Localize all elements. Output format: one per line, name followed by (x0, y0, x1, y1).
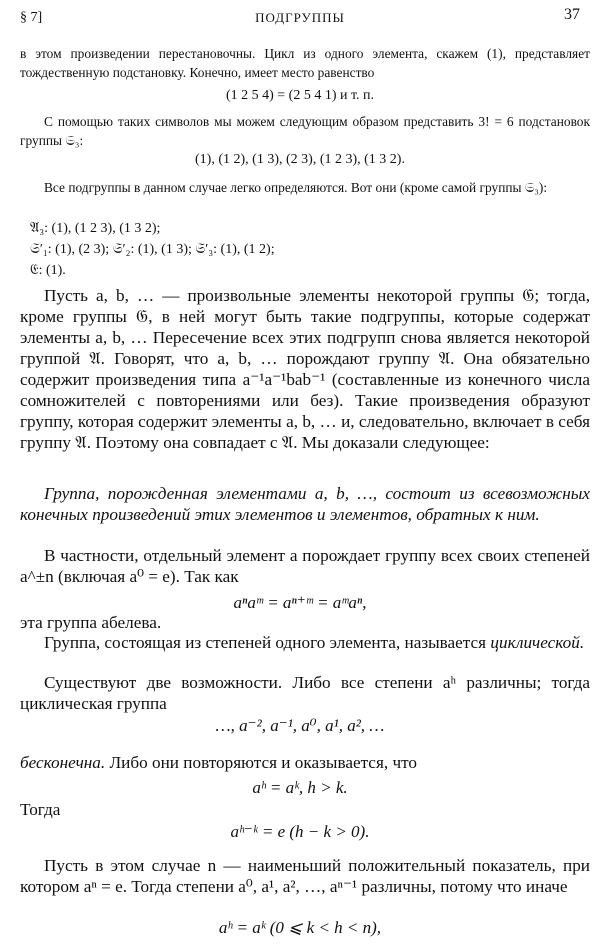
paragraph-s3-permutations: С помощью таких символов мы можем следующим образом представить 3! = 6 подстановок группы 𝔖₃: (20, 114, 590, 148)
cyclic-term: циклической. (490, 633, 585, 652)
equation-identity-power: aʰ⁻ᵏ = e (h − k > 0). (230, 822, 370, 841)
subgroup-s-prime: 𝔖′₁: (1), (2 3); 𝔖′₂: (1), (1 3); 𝔖′₃: (1), (1 2); (30, 242, 275, 257)
paragraph-minimal-exponent: Пусть в этом случае n — наименьший положительный показатель, при котором aⁿ = e. Тогда степени a⁰, a¹, a², …, aⁿ⁻¹ различны, потому что иначе (20, 856, 590, 896)
paragraph-two-possibilities: Существуют две возможности. Либо все степени aʰ различны; тогда циклическая группа (20, 673, 590, 713)
theorem-generated-group: Группа, порожденная элементами a, b, …, состоит из всевозможных конечных произведений этих элементов и элементов, обратных к ним. (20, 484, 590, 524)
paragraph-then: Тогда (20, 800, 61, 819)
running-title: ПОДГРУППЫ (255, 10, 345, 25)
subgroup-e: 𝔈: (1). (30, 263, 66, 278)
page-number: 37 (564, 6, 580, 23)
infinite-term: бесконечна. (20, 753, 106, 772)
paragraph-cyclic-definition (20, 632, 590, 653)
section-marker: § 7] (20, 10, 43, 25)
paragraph-subgroups-intro: Все подгруппы в данном случае легко определяются. Вот они (кроме самой группы 𝔖₃): (44, 180, 548, 195)
cyclic-definition-text: Группа, состоящая из степеней одного элемента, называется (44, 633, 487, 652)
paragraph-abelian: эта группа абелева. (20, 613, 162, 632)
repeat-text: Либо они повторяются и оказывается, что (105, 753, 417, 772)
subgroup-a3: 𝔄₃: (1), (1 2 3), (1 3 2); (30, 221, 161, 236)
equation-distinct-powers: aʰ = aᵏ (0 ⩽ k < h < n), (218, 918, 382, 937)
equation-power-commute: aⁿaᵐ = aⁿ⁺ᵐ = aᵐaⁿ, (233, 593, 367, 612)
paragraph-cycle-identity: в этом произведении перестановочны. Цикл из одного элемента, скажем (1), представляет тождественную подстановку. Конечно, имеет место равенство (20, 46, 590, 80)
paragraph-infinite-case (20, 752, 590, 773)
equation-infinite-powers: …, a⁻², a⁻¹, a⁰, a¹, a², … (215, 716, 385, 735)
equation-repeat: aʰ = aᵏ, h > k. (252, 778, 348, 797)
equation-cycle-equality: (1 2 5 4) = (2 5 4 1) и т. п. (225, 88, 375, 103)
subgroup-list (30, 218, 275, 281)
equation-s3-list: (1), (1 2), (1 3), (2 3), (1 2 3), (1 3 2). (195, 152, 405, 167)
paragraph-generated-group: Пусть a, b, … — произвольные элементы некоторой группы 𝔊; тогда, кроме группы 𝔊, в ней могут быть такие подгруппы, которые содержат элементы a, b, … Пересечение всех этих подгрупп снова является некоторой группой 𝔄. Говорят, что a, b, … порождают группу 𝔄. Она обязательно содержит произведения типа a⁻¹a⁻¹bab⁻¹ (составленные из конечного числа сомножителей с повторениями или без). Такие произведения образуют группу, которая содержит элементы a, b, … и, следовательно, включает в себя группу 𝔄. Поэтому она совпадает с 𝔄. Мы доказали следующее: (20, 286, 590, 452)
page-header (20, 6, 580, 28)
paragraph-element-powers: В частности, отдельный элемент a порождает группу всех своих степеней a^±n (включая a⁰ = e). Так как (20, 546, 590, 586)
